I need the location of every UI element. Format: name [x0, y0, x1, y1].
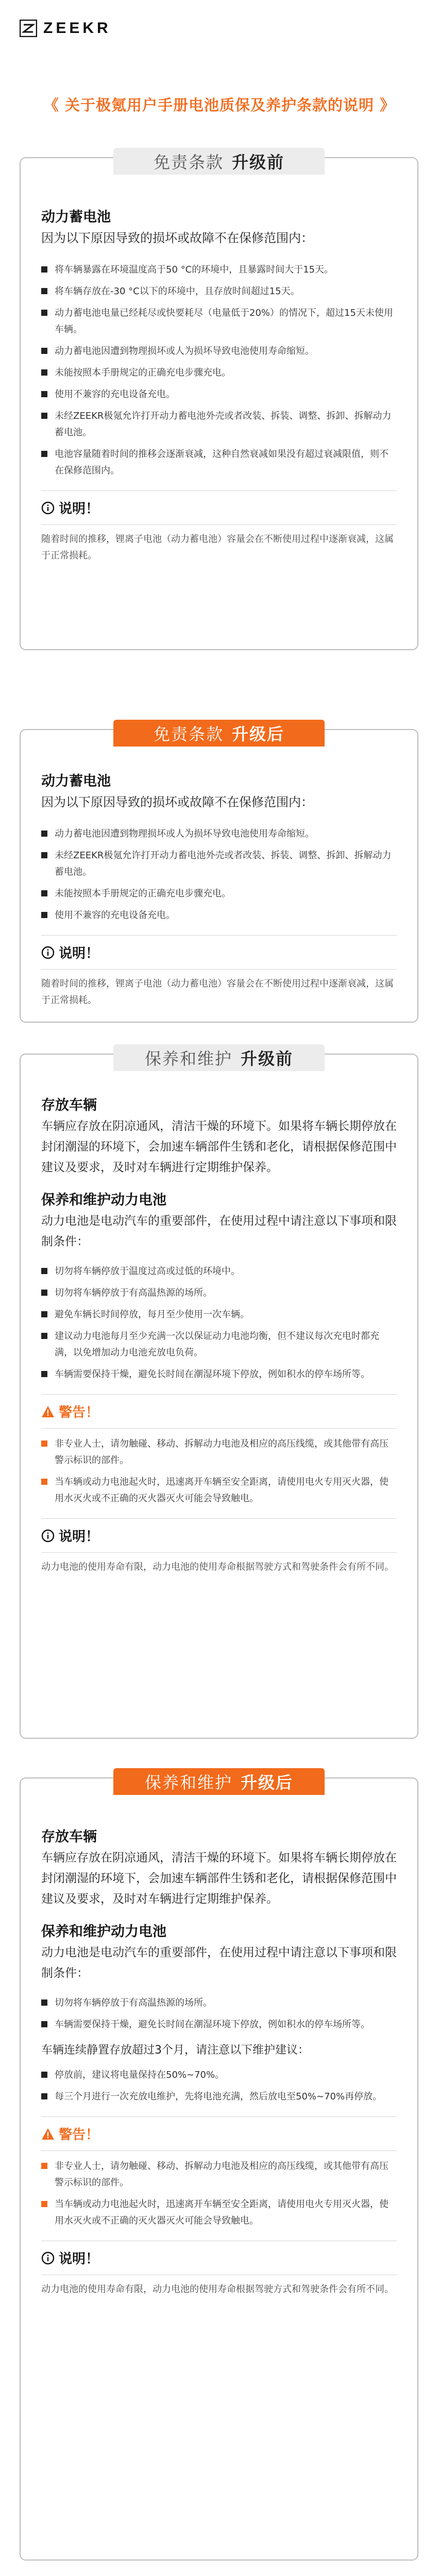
- bullet-list: [41, 1263, 397, 1383]
- card-disclaimer-after: [20, 724, 418, 1023]
- zeekr-logo-icon: [20, 20, 37, 37]
- rest-bullet-list: [41, 2067, 397, 2105]
- divider: [41, 1394, 397, 1395]
- list-item: 使用不兼容的充电设备充电。: [41, 386, 397, 403]
- info-icon: [41, 1529, 55, 1543]
- section-tag-version: 升级后: [241, 1773, 294, 1792]
- info-icon: [41, 501, 55, 515]
- list-item: 当车辆或动力电池起火时，迅速离开车辆至安全距离，请使用电火专用灭火器，使用水灭火或不正确的灭火器灭火可能会导致触电。: [41, 1474, 397, 1507]
- divider: [41, 1518, 397, 1519]
- card-content: [41, 1093, 397, 1575]
- bullet-list: [41, 826, 397, 924]
- note-label: 说明！: [59, 1529, 99, 1545]
- list-item: 当车辆或动力电池起火时，迅速离开车辆至安全距离，请使用电火专用灭火器，使用水灭火或不正确的灭火器灭火可能会导致触电。: [41, 2196, 397, 2229]
- note-heading: [41, 2248, 397, 2267]
- list-item: 动力蓄电池电量已经耗尽或快要耗尽（电量低于20%）的情况下，超过15天未使用车辆。: [41, 305, 397, 338]
- note-label: 说明！: [59, 2251, 99, 2267]
- section-intro: 因为以下原因导致的损坏或故障不在保修范围内：: [41, 231, 313, 245]
- section-tag-label: 免责条款: [153, 724, 224, 744]
- maintenance-text: 动力电池是电动汽车的重要部件，在使用过程中请注意以下事项和限制条件：: [41, 1946, 397, 1980]
- maintenance-title: 保养和维护动力电池: [41, 1924, 166, 1940]
- list-item: 使用不兼容的充电设备充电。: [41, 907, 397, 924]
- list-item: 车辆需要保持干燥，避免长时间在潮湿环境下停放，例如积水的停车场所等。: [41, 2016, 397, 2033]
- page-title: 《 关于极氪用户手册电池质保及养护条款的说明 》: [43, 96, 396, 114]
- warning-heading: [41, 2124, 397, 2143]
- list-item: 停放前，建议将电量保持在50%~70%。: [41, 2067, 397, 2083]
- storage-text: 车辆应存放在阴凉通风，清洁干燥的环境下。如果将车辆长期停放在封闭潮湿的环境下，会加速车辆部件生锈和老化，请根据保修范围中建议及要求，及时对车辆进行定期维护保养。: [41, 1851, 397, 1906]
- brand-logo: [20, 20, 111, 37]
- list-item: 建议动力电池每月至少充满一次以保证动力电池均衡，但不建议每次充电时都充满，以免增加动力电池充放电负荷。: [41, 1328, 397, 1361]
- section-tag: [113, 148, 325, 175]
- card-content: [41, 1825, 397, 2298]
- list-item: 切勿将车辆停放于有高温热源的场所。: [41, 1995, 397, 2011]
- divider: [41, 935, 397, 936]
- divider: [41, 969, 397, 970]
- storage-title: 存放车辆: [41, 1829, 97, 1845]
- bullet-list: [41, 1995, 397, 2033]
- divider: [41, 1552, 397, 1553]
- storage-text: 车辆应存放在阴凉通风，清洁干燥的环境下。如果将车辆长期停放在封闭潮湿的环境下，会加速车辆部件生锈和老化，请根据保修范围中建议及要求，及时对车辆进行定期维护保养。: [41, 1120, 397, 1174]
- divider: [41, 490, 397, 491]
- list-item: 动力蓄电池因遭到物理损坏或人为损坏导致电池使用寿命缩短。: [41, 343, 397, 360]
- note-text: 随着时间的推移，锂离子电池（动力蓄电池）容量会在不断使用过程中逐渐衰减，这属于正常损耗。: [41, 534, 394, 561]
- section-heading: 动力蓄电池: [41, 773, 111, 789]
- divider: [41, 1428, 397, 1429]
- list-item: 电池容量随着时间的推移会逐渐衰减，这种自然衰减如果没有超过衰减限值，则不在保修范围内。: [41, 446, 397, 479]
- section-tag-label: 保养和维护: [144, 1049, 232, 1069]
- note-label: 说明！: [59, 501, 99, 517]
- list-item: 非专业人士，请勿触碰、移动、拆解动力电池及相应的高压线缆，或其他带有高压警示标识的部件。: [41, 1436, 397, 1469]
- section-intro: 因为以下原因导致的损坏或故障不在保修范围内：: [41, 795, 313, 809]
- note-heading: [41, 498, 397, 517]
- list-item: 将车辆暴露在环境温度高于50 °C的环境中，且暴露时间大于15天。: [41, 262, 397, 278]
- card-disclaimer-before: [20, 152, 418, 650]
- warning-icon: [41, 2127, 55, 2141]
- note-text: 动力电池的使用寿命有限，动力电池的使用寿命根据驾驶方式和驾驶条件会有所不同。: [41, 1562, 394, 1572]
- maintenance-title: 保养和维护动力电池: [41, 1192, 166, 1208]
- info-icon: [41, 946, 55, 959]
- section-heading: 动力蓄电池: [41, 209, 111, 225]
- warning-list: [41, 1436, 397, 1507]
- section-tag: [113, 720, 325, 747]
- maintenance-text: 动力电池是电动汽车的重要部件，在使用过程中请注意以下事项和限制条件：: [41, 1214, 397, 1248]
- section-tag-version: 升级前: [241, 1049, 294, 1069]
- warning-label: 警告！: [59, 2127, 99, 2143]
- list-item: 未能按照本手册规定的正确充电步骤充电。: [41, 886, 397, 902]
- note-text: 动力电池的使用寿命有限，动力电池的使用寿命根据驾驶方式和驾驶条件会有所不同。: [41, 2284, 394, 2295]
- section-tag-label: 保养和维护: [144, 1773, 232, 1792]
- page-header: [0, 0, 439, 77]
- list-item: 动力蓄电池因遭到物理损坏或人为损坏导致电池使用寿命缩短。: [41, 826, 397, 842]
- list-item: 车辆需要保持干燥，避免长时间在潮湿环境下停放，例如积水的停车场所等。: [41, 1366, 397, 1383]
- note-text: 随着时间的推移，锂离子电池（动力蓄电池）容量会在不断使用过程中逐渐衰减，这属于正常损耗。: [41, 978, 394, 1006]
- bullet-list: [41, 262, 397, 479]
- warning-heading: [41, 1402, 397, 1421]
- brand-logo-text: ZEEKR: [43, 20, 111, 37]
- divider: [41, 524, 397, 525]
- warning-list: [41, 2158, 397, 2229]
- info-icon: [41, 2251, 55, 2265]
- storage-title: 存放车辆: [41, 1097, 97, 1113]
- list-item: 每三个月进行一次充放电维护，先将电池充满，然后放电至50%~70%再停放。: [41, 2089, 397, 2105]
- note-heading: [41, 943, 397, 962]
- list-item: 未经ZEEKR极氪允许打开动力蓄电池外壳或者改装、拆装、调整、拆卸、拆解动力蓄电池。: [41, 848, 397, 880]
- rest-text: 车辆连续静置存放超过3个月，请注意以下维护建议：: [41, 2044, 309, 2057]
- card-content: [41, 207, 397, 564]
- divider: [41, 2150, 397, 2151]
- section-tag: [113, 1768, 325, 1795]
- section-tag-version: 升级前: [232, 152, 285, 172]
- note-label: 说明！: [59, 946, 99, 961]
- list-item: 切勿将车辆停放于有高温热源的场所。: [41, 1285, 397, 1301]
- list-item: 切勿将车辆停放于温度过高或过低的环境中。: [41, 1263, 397, 1280]
- card-content: [41, 771, 397, 1009]
- section-tag: [113, 1044, 325, 1071]
- card-maintenance-before: [20, 1049, 418, 1739]
- card-maintenance-after: [20, 1773, 418, 2561]
- section-tag-label: 免责条款: [153, 152, 224, 172]
- divider: [41, 2116, 397, 2117]
- section-tag-version: 升级后: [232, 724, 285, 744]
- list-item: 未经ZEEKR极氪允许打开动力蓄电池外壳或者改装、拆装、调整、拆卸、拆解动力蓄电池。: [41, 408, 397, 441]
- warning-label: 警告！: [59, 1405, 99, 1420]
- list-item: 避免车辆长时间停放，每月至少使用一次车辆。: [41, 1307, 397, 1323]
- list-item: 将车辆存放在-30 °C以下的环境中，且存放时间超过15天。: [41, 283, 397, 300]
- warning-icon: [41, 1405, 55, 1418]
- list-item: 非专业人士，请勿触碰、移动、拆解动力电池及相应的高压线缆，或其他带有高压警示标识的部件。: [41, 2158, 397, 2191]
- note-heading: [41, 1526, 397, 1545]
- list-item: 未能按照本手册规定的正确充电步骤充电。: [41, 365, 397, 381]
